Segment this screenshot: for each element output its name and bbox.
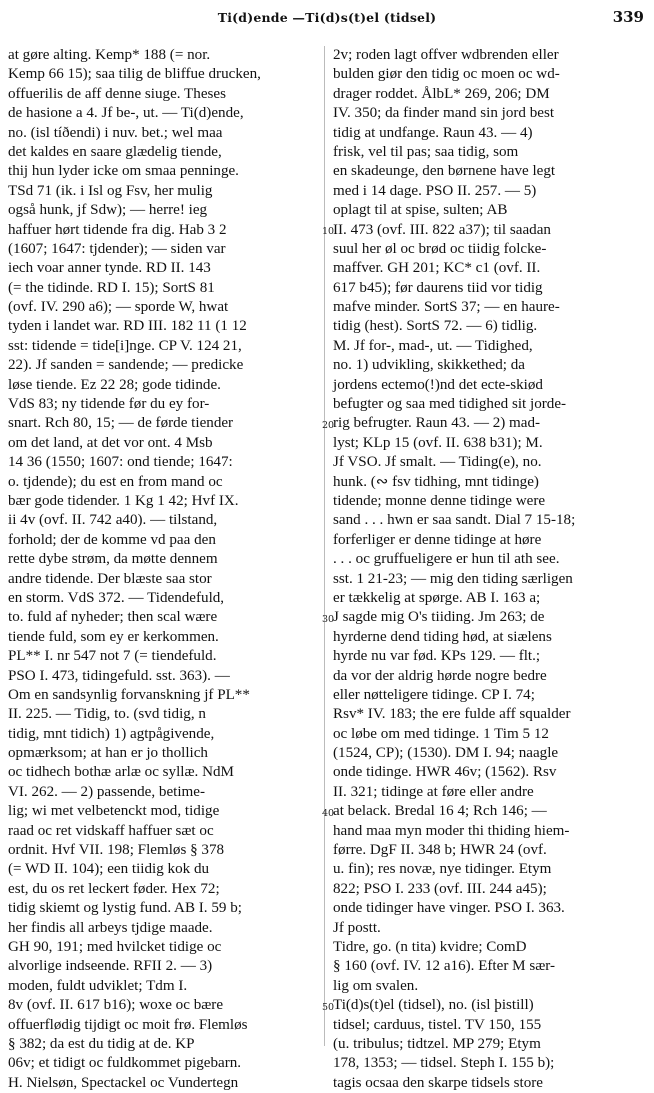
text-line: maffver. GH 201; KC* c1 (ovf. II. — [333, 260, 541, 277]
text-line: (u. tribulus; tidtzel. MP 279; Etym — [333, 1035, 541, 1052]
text-line: førre. DgF II. 348 b; HWR 24 (ovf. — [333, 842, 547, 859]
text-line: hand maa myn moder thi thiding hiem- — [333, 822, 570, 839]
text-line: Tidre, go. (n tita) kvidre; ComD — [333, 938, 527, 955]
line-number: 50 — [322, 1001, 335, 1013]
text-line: M. Jf for-, mad-, ut. — Tidighed, — [333, 337, 533, 354]
text-line: est, du os ret leckert føder. Hex 72; — [8, 880, 220, 897]
text-line: tidende; monne denne tidinge were — [333, 492, 546, 509]
text-line: § 382; da est du tidig at de. KP — [8, 1035, 195, 1052]
text-line: Om en sandsynlig forvanskning jf PL** — [8, 686, 250, 703]
text-line: mafve minder. SortS 37; — en haure- — [333, 299, 560, 316]
text-line: oplagt til at spise, sulten; AB — [333, 202, 508, 219]
text-line: hyrderne dend tiding hød, at siælens — [333, 628, 552, 645]
header-title: Ti(d)ende —Ti(d)s(t)el (tidsel) — [217, 10, 437, 25]
text-line: (1607; 1647: tjdender); — siden var — [8, 240, 226, 257]
text-line: Rsv* IV. 183; the ere fulde aff squalder — [333, 706, 571, 723]
text-line: det kaldes en saare glædelig tiende, — [8, 143, 222, 160]
text-line: H. Nielsøn, Spectackel oc Vundertegn — [8, 1074, 239, 1091]
text-line: 178, 1353; — tidsel. Steph I. 155 b); — [333, 1055, 555, 1072]
text-line: opmærksom; at han er jo thollich — [8, 745, 208, 762]
text-line: at gøre alting. Kemp* 188 (= nor. — [8, 47, 211, 63]
text-line: tyden i landet war. RD III. 182 11 (1 12 — [8, 318, 247, 335]
left-column — [8, 46, 320, 1093]
text-line: her findis all arbeys tjdige maade. — [8, 919, 213, 936]
text-line: 617 b45); før daurens tiid vor tidig — [333, 279, 543, 296]
text-line: Jf postt. — [333, 919, 381, 936]
text-line: tidig (hest). SortS 72. — 6) tidlig. — [333, 318, 538, 335]
text-line: onde tidinge. HWR 46v; (1562). Rsv — [333, 764, 557, 781]
text-line: raad oc ret vidskaff haffuer sæt oc — [8, 822, 214, 839]
text-line: befugter og saa med tidighed sit jorde- — [333, 396, 567, 413]
text-line: u. fin); res novæ, nye tidinger. Etym — [333, 861, 552, 878]
text-line: IV. 350; da finder mand sin jord best — [333, 105, 555, 122]
text-line: (1524, CP); (1530). DM I. 94; naagle — [333, 745, 559, 762]
text-line: oc løbe om med tidinge. 1 Tim 5 12 — [333, 725, 549, 742]
text-line: en skadeunge, den børnene have legt — [333, 163, 556, 180]
text-line: tidig, mnt tidich) 1) agtpågivende, — [8, 725, 215, 742]
text-line: lig; wi met velbetenckt mod, tidige — [8, 803, 220, 820]
text-line: 06v; et tidigt oc fuldkommet pigebarn. — [8, 1055, 242, 1072]
text-line: at belack. Bredal 16 4; Rch 146; — — [333, 803, 547, 820]
text-line: J sagde mig O's tiiding. Jm 263; de — [333, 609, 545, 626]
text-line: frisk, vel til pas; saa tidig, som — [333, 143, 519, 160]
text-line: iech voar anner tynde. RD II. 143 — [8, 260, 211, 277]
text-line: sst: tidende = tide[i]nge. CP V. 124 21, — [8, 337, 242, 354]
text-line: VdS 83; ny tidende før du ey for- — [8, 396, 210, 413]
line-number: 20 — [322, 419, 335, 431]
text-line: thij hun lyder icke om smaa penninge. — [8, 163, 239, 180]
text-line: . . . oc gruffueligere er hun til ath see. — [333, 551, 560, 568]
text-line: hunk. (∾ fsv tidhing, mnt tidinge) — [333, 473, 539, 490]
text-line: (ovf. IV. 290 a6); — sporde W, hwat — [8, 299, 229, 316]
text-line: hyrde nu var fød. KPs 129. — flt.; — [333, 648, 541, 665]
text-line: løse tiende. Ez 22 28; gode tidinde. — [8, 376, 221, 393]
text-line: Jf VSO. Jf smalt. — Tiding(e), no. — [333, 454, 542, 471]
text-line: GH 90, 191; med hvilcket tidige oc — [8, 938, 222, 955]
text-line: eller nøtteligere tidinge. CP I. 74; — [333, 686, 535, 703]
text-line: VI. 262. — 2) passende, betime- — [8, 783, 206, 800]
text-line: også hunk, jf Sdw); — herre! ieg — [8, 202, 208, 219]
column-divider — [324, 46, 325, 1046]
text-line: PSO I. 473, tidingefuld. sst. 363). — — [8, 667, 230, 684]
text-line: lyst; KLp 15 (ovf. II. 638 b31); M. — [333, 434, 543, 451]
text-line: ii 4v (ovf. II. 742 a40). — tilstand, — [8, 512, 218, 529]
text-line: da vor der aldrig hørde nogre bedre — [333, 667, 547, 684]
text-line: forhold; der de komme vd paa den — [8, 531, 216, 548]
line-number: 40 — [322, 807, 335, 819]
text-line: tidsel; carduus, tistel. TV 150, 155 — [333, 1016, 542, 1033]
text-line: II. 225. — Tidig, to. (svd tidig, n — [8, 706, 206, 723]
text-line: jordens ectemo(!)nd det ecte-skiød — [333, 376, 543, 393]
text-line: suul her øl oc brød oc tiidig folcke- — [333, 240, 547, 257]
text-line: Kemp 66 15); saa tilig de bliffue drucken, — [8, 66, 261, 83]
text-line: TSd 71 (ik. i Isl og Fsv, her mulig — [8, 182, 213, 199]
text-line: er tækkelig at spørge. AB I. 163 a; — [333, 589, 541, 606]
text-line: Ti(d)s(t)el (tidsel), no. (isl þistill) — [333, 997, 534, 1014]
text-line: no. (isl tíðendi) i nuv. bet.; wel maa — [8, 124, 223, 141]
text-line: snart. Rch 80, 15; — de førde tiender — [8, 415, 234, 432]
text-line: 8v (ovf. II. 617 b16); woxe oc bære — [8, 997, 224, 1014]
line-number: 10 — [322, 225, 335, 237]
text-line: tiende fuld, som ey er kerkommen. — [8, 628, 219, 645]
text-line: bulden giør den tidig oc moen oc wd- — [333, 66, 560, 83]
text-line: forferliger er denne tidinge at høre — [333, 531, 542, 548]
text-line: med i 14 dage. PSO II. 257. — 5) — [333, 182, 537, 199]
text-line: andre tidende. Der blæste saa stor — [8, 570, 212, 587]
text-line: tagis ocsaa den skarpe tidsels store — [333, 1074, 543, 1091]
text-line: tidig at undfange. Raun 43. — 4) — [333, 124, 533, 141]
text-line: II. 473 (ovf. III. 822 a37); til saadan — [333, 221, 551, 238]
text-line: 22). Jf sanden = sandende; — predicke — [8, 357, 244, 374]
text-line: om det land, at det vor ont. 4 Msb — [8, 434, 213, 451]
text-line: haffuer hørt tidende fra dig. Hab 3 2 — [8, 221, 227, 238]
text-line: 14 36 (1550; 1607: ond tiende; 1647: — [8, 454, 233, 471]
text-line: sst. 1 21-23; — mig den tiding særligen — [333, 570, 573, 587]
text-line: onde tidinger have vinger. PSO I. 363. — [333, 900, 565, 917]
text-line: de hasione a 4. Jf be-, ut. — Ti(d)ende, — [8, 105, 244, 122]
right-column — [333, 46, 645, 1093]
text-line: § 160 (ovf. IV. 12 a16). Efter M sær- — [333, 958, 556, 975]
text-line: 822; PSO I. 233 (ovf. III. 244 a45); — [333, 880, 547, 897]
text-line: moden, fuldt udviklet; Tdm I. — [8, 977, 188, 994]
page-number: 339 — [612, 8, 644, 26]
text-line: (= WD II. 104); een tiidig kok du — [8, 861, 210, 878]
text-line: drager roddet. ÅlbL* 269, 206; DM — [333, 85, 550, 102]
text-line: oc tidhech bothæ arlæ oc syllæ. NdM — [8, 764, 234, 781]
running-header — [0, 8, 654, 30]
text-line: bær gode tidender. 1 Kg 1 42; Hvf IX. — [8, 492, 239, 509]
text-line: (= the tidinde. RD I. 15); SortS 81 — [8, 279, 215, 296]
text-line: PL** I. nr 547 not 7 (= tiendefuld. — [8, 648, 217, 665]
text-line: no. 1) udvikling, skikkethed; da — [333, 357, 526, 374]
text-line: 2v; roden lagt offver wdbrenden eller — [333, 47, 559, 63]
text-line: II. 321; tidinge at føre eller andre — [333, 783, 534, 800]
text-line: sand . . . hwn er saa sandt. Dial 7 15-18; — [333, 512, 576, 529]
text-line: ordnit. Hvf VII. 198; Flemløs § 378 — [8, 842, 225, 859]
line-number: 30 — [322, 613, 335, 625]
text-line: offuerilis de aff denne siuge. Theses — [8, 85, 226, 102]
text-line: offuerflødig tijdigt oc moit frø. Flemløs — [8, 1016, 248, 1033]
text-line: rette dybe strøm, da møtte dennem — [8, 551, 218, 568]
text-line: o. tjdende); du est en from mand oc — [8, 473, 223, 490]
text-line: lig om svalen. — [333, 977, 419, 994]
text-line: en storm. VdS 372. — Tidendefuld, — [8, 589, 225, 606]
text-line: tidig skiemt og lystig fund. AB I. 59 b; — [8, 900, 242, 917]
text-line: rig befrugter. Raun 43. — 2) mad- — [333, 415, 541, 432]
text-line: to. fuld af nyheder; then scal wære — [8, 609, 218, 626]
text-line: alvorlige indseende. RFII 2. — 3) — [8, 958, 213, 975]
